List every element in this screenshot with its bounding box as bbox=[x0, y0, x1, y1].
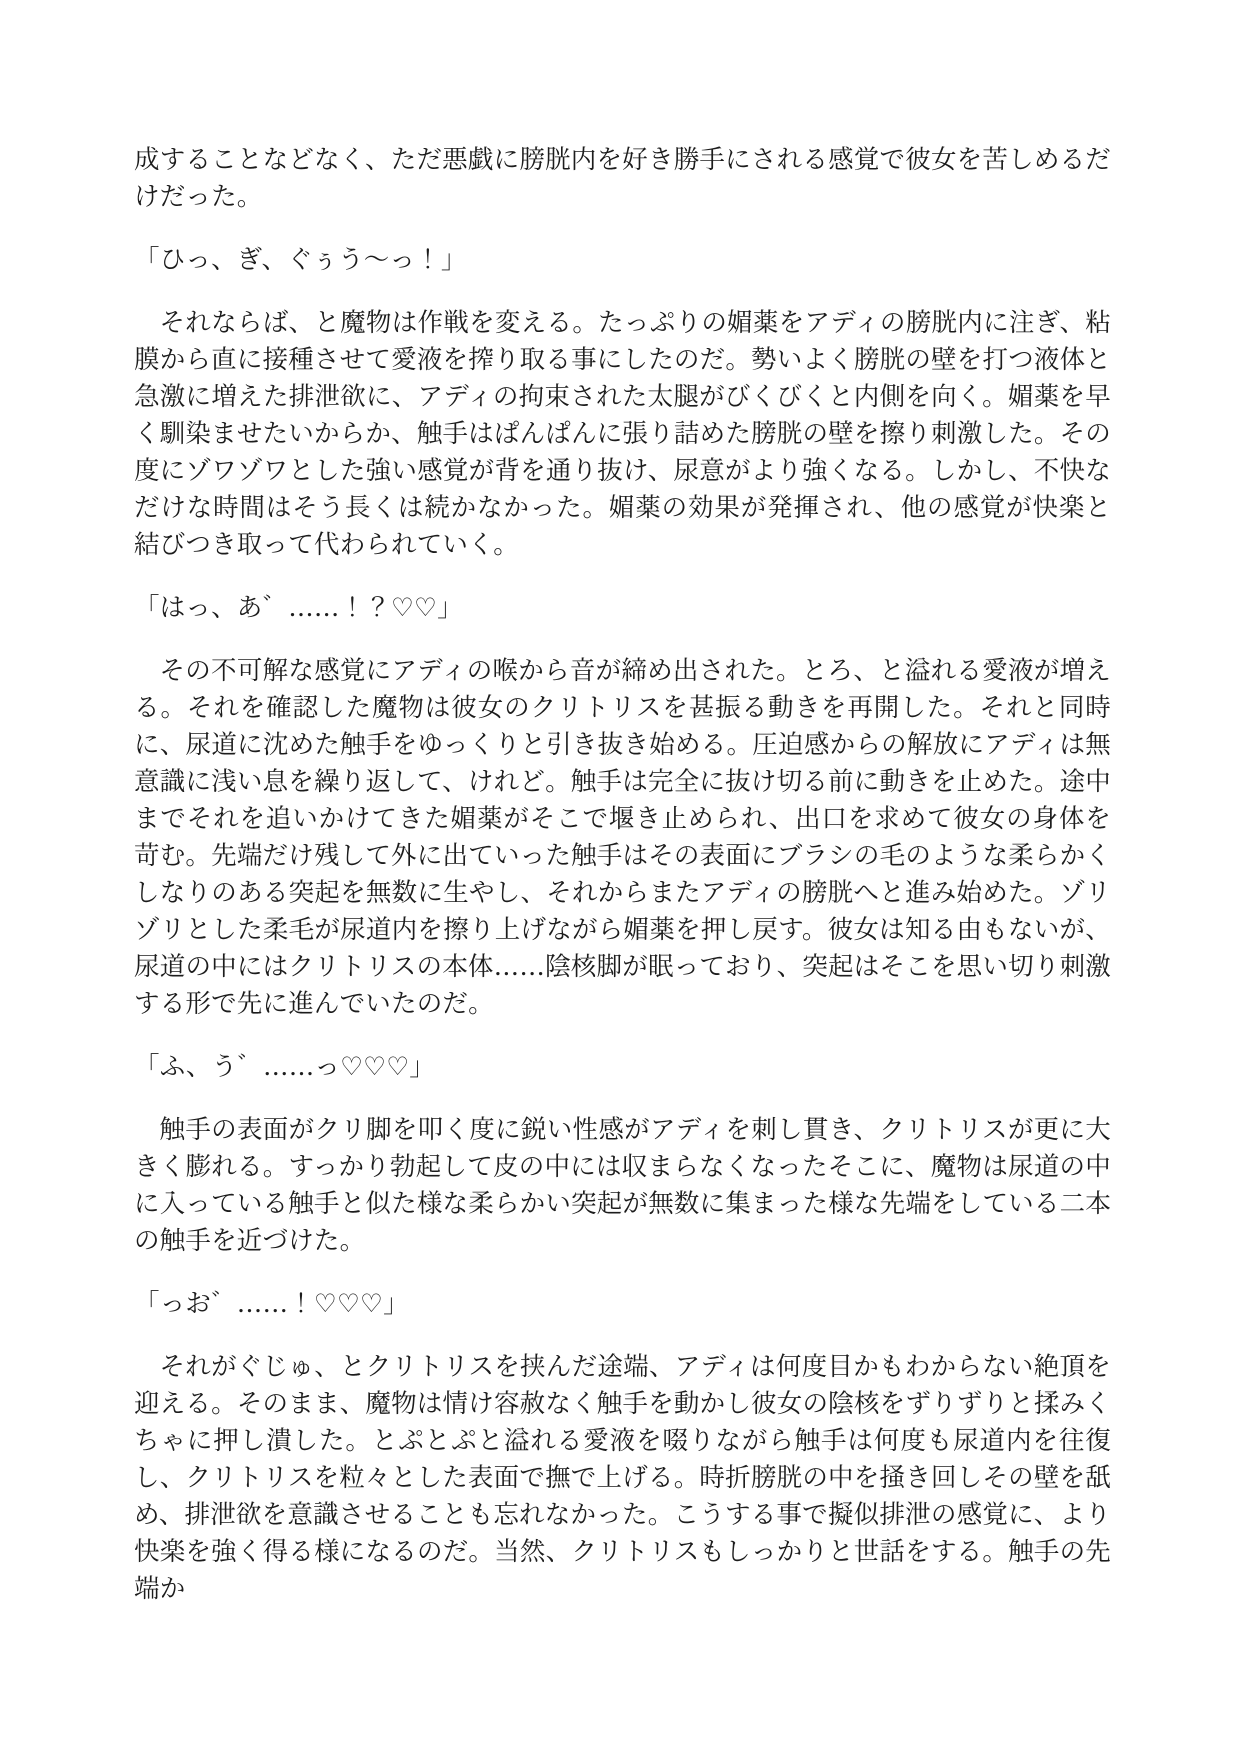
narration-paragraph: それがぐじゅ、とクリトリスを挟んだ途端、アディは何度目かもわからない絶頂を迎える。そのまま、魔物は情け容赦なく触手を動かし彼女の陰核をずりずりと揉みくちゃに押し潰した。とぷとぷと溢れる愛液を啜りながら触手は何度も尿道内を往復し、クリトリスを粒々とした表面で撫で上げる。時折膀胱の中を掻き回しその壁を舐め、排泄欲を意識させることも忘れなかった。こうする事で擬似排泄の感覚に、より快楽を強く得る様になるのだ。当然、クリトリスもしっかりと世話をする。触手の先端か bbox=[134, 1352, 1111, 1604]
narration-paragraph: 触手の表面がクリ脚を叩く度に鋭い性感がアディを刺し貫き、クリトリスが更に大きく膨れる。すっかり勃起して皮の中には収まらなくなったそこに、魔物は尿道の中に入っている触手と似た様な柔らかい突起が無数に集まった様な先端をしている二本の触手を近づけた。 bbox=[134, 1115, 1111, 1256]
text-content bbox=[134, 142, 1111, 1608]
narration-paragraph: 成することなどなく、ただ悪戯に膀胱内を好き勝手にされる感覚で彼女を苦しめるだけだった。 bbox=[134, 145, 1111, 212]
dialogue-line: 「ふ、う゛……っ♡♡♡」 bbox=[134, 1052, 435, 1082]
narration-paragraph: それならば、と魔物は作戦を変える。たっぷりの媚薬をアディの膀胱内に注ぎ、粘膜から直に接種させて愛液を搾り取る事にしたのだ。勢いよく膀胱の壁を打つ液体と急激に増えた排泄欲に、アディの拘束された太腿がびくびくと内側を向く。媚薬を早く馴染ませたいからか、触手はぱんぱんに張り詰めた膀胱の壁を擦り刺激した。その度にゾワゾワとした強い感覚が背を通り抜け、尿意がより強くなる。しかし、不快なだけな時間はそう長くは続かなかった。媚薬の効果が発揮され、他の感覚が快楽と結びつき取って代わられていく。 bbox=[134, 308, 1111, 560]
dialogue-line: 「はっ、あ゛……！？♡♡」 bbox=[134, 593, 463, 623]
dialogue-line: 「ひっ、ぎ、ぐぅう～っ！」 bbox=[134, 245, 467, 275]
narration-paragraph: その不可解な感覚にアディの喉から音が締め出された。とろ、と溢れる愛液が増える。それを確認した魔物は彼女のクリトリスを甚振る動きを再開した。それと同時に、尿道に沈めた触手をゆっくりと引き抜き始める。圧迫感からの解放にアディは無意識に浅い息を繰り返して、けれど。触手は完全に抜け切る前に動きを止めた。途中までそれを追いかけてきた媚薬がそこで堰き止められ、出口を求めて彼女の身体を苛む。先端だけ残して外に出ていった触手はその表面にブラシの毛のような柔らかくしなりのある突起を無数に生やし、それからまたアディの膀胱へと進み始めた。ゾリゾリとした柔毛が尿道内を擦り上げながら媚薬を押し戻す。彼女は知る由もないが、尿道の中にはクリトリスの本体……陰核脚が眠っており、突起はそこを思い切り刺激する形で先に進んでいたのだ。 bbox=[134, 656, 1111, 1019]
dialogue-line: 「っお゛……！♡♡♡」 bbox=[134, 1289, 409, 1319]
